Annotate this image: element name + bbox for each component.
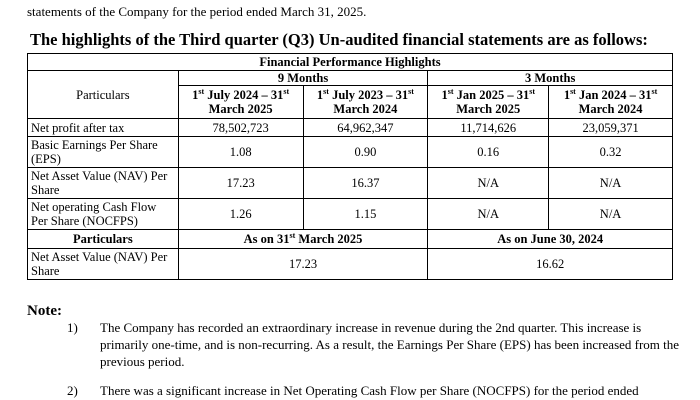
note-label: Note: xyxy=(27,303,62,319)
cell-value: N/A xyxy=(428,168,549,199)
cell-value: 1.26 xyxy=(178,199,303,230)
as-on-june-header: As on June 30, 2024 xyxy=(428,230,673,249)
row-label: Net Asset Value (NAV) Per Share xyxy=(28,249,179,280)
cell-value: N/A xyxy=(549,199,673,230)
period-header: 1st Jan 2025 – 31st March 2025 xyxy=(428,86,549,119)
nav-particulars-header: Particulars xyxy=(28,230,179,249)
nav-value-june: 16.62 xyxy=(428,249,673,280)
table-title: Financial Performance Highlights xyxy=(28,54,673,71)
note-text: There was a significant increase in Net Operating Cash Flow per Share (NOCFPS) for the period ended xyxy=(100,383,639,398)
three-months-header: 3 Months xyxy=(428,71,673,86)
row-label: Net profit after tax xyxy=(28,119,179,137)
cell-value: 64,962,347 xyxy=(303,119,428,137)
intro-text: statements of the Company for the period ended March 31, 2025. xyxy=(27,4,367,19)
financial-highlights-table xyxy=(27,53,673,280)
cell-value: 11,714,626 xyxy=(428,119,549,137)
highlights-heading: The highlights of the Third quarter (Q3) Un-audited financial statements are as follows: xyxy=(30,30,648,49)
row-label: Net Asset Value (NAV) Per Share xyxy=(28,168,179,199)
cell-value: 0.16 xyxy=(428,137,549,168)
cell-value: 1.08 xyxy=(178,137,303,168)
as-on-march-header: As on 31st March 2025 xyxy=(178,230,428,249)
cell-value: 0.32 xyxy=(549,137,673,168)
particulars-header: Particulars xyxy=(28,71,179,119)
cell-value: 23,059,371 xyxy=(549,119,673,137)
period-header: 1st Jan 2024 – 31st March 2024 xyxy=(549,86,673,119)
nav-value-march: 17.23 xyxy=(178,249,428,280)
period-header: 1st July 2023 – 31st March 2024 xyxy=(303,86,428,119)
cell-value: N/A xyxy=(428,199,549,230)
cell-value: 17.23 xyxy=(178,168,303,199)
note-text: The Company has recorded an extraordinary increase in revenue during the 2nd quarter. This increase is primarily one-time, and is non-recurring. As a result, the Earnings Per Share (EPS) has been increased from the previous period. xyxy=(100,320,680,369)
cell-value: 1.15 xyxy=(303,199,428,230)
cell-value: N/A xyxy=(549,168,673,199)
period-header: 1st July 2024 – 31st March 2025 xyxy=(178,86,303,119)
nine-months-header: 9 Months xyxy=(178,71,428,86)
cell-value: 78,502,723 xyxy=(178,119,303,137)
note-number: 1) xyxy=(67,320,78,335)
row-label: Basic Earnings Per Share (EPS) xyxy=(28,137,179,168)
cell-value: 16.37 xyxy=(303,168,428,199)
note-number: 2) xyxy=(67,383,78,398)
cell-value: 0.90 xyxy=(303,137,428,168)
row-label: Net operating Cash Flow Per Share (NOCFPS) xyxy=(28,199,179,230)
